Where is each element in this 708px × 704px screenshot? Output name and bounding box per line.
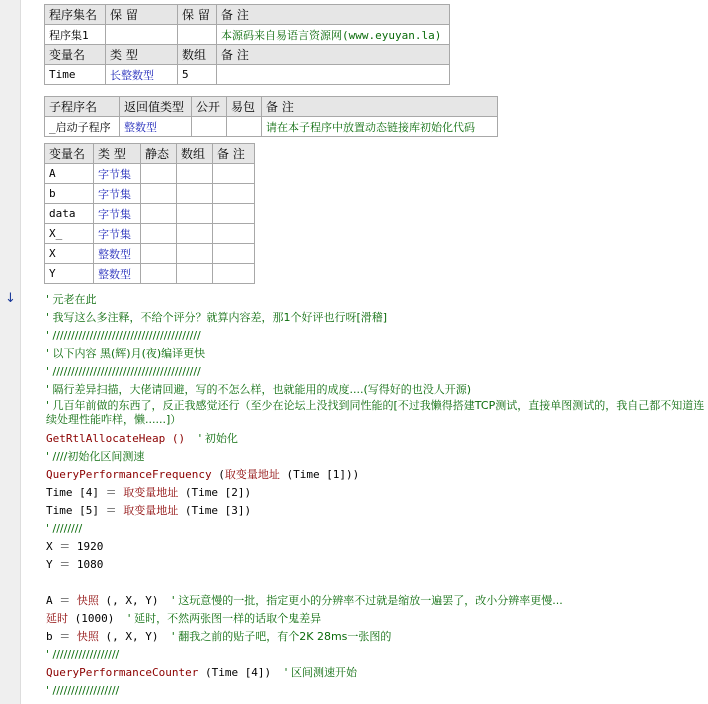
cell[interactable] [213,224,255,244]
assignment: Time [5] ＝ [46,504,117,517]
cell[interactable] [141,224,177,244]
subroutine-table [44,96,498,137]
cell[interactable] [177,184,213,204]
local-var-row[interactable] [45,264,255,284]
assembly-header-row [45,5,450,25]
local-var-table [44,143,255,284]
arguments: (Time [1])) [286,468,360,481]
var-type[interactable]: 整数型 [94,244,141,264]
comment: ' ////初始化区间测速 [46,450,145,463]
comment: ' 元老在此 [46,293,97,306]
assembly-table [44,4,450,85]
assembly-row[interactable] [45,25,450,45]
code-line[interactable] [46,399,706,430]
editor-gutter [0,0,21,704]
header-cell: 保 留 [178,5,217,25]
code-line[interactable] [46,430,706,448]
arguments: (, X, Y) [105,630,159,643]
header-cell: 备 注 [262,97,498,117]
cell[interactable] [213,264,255,284]
header-cell: 备 注 [213,144,255,164]
cell[interactable] [213,244,255,264]
header-cell: 数组 [177,144,213,164]
header-cell: 变量名 [45,144,94,164]
cell[interactable] [141,164,177,184]
cell[interactable] [141,204,177,224]
comment: ' //////// [46,522,83,535]
code-line[interactable] [46,682,706,700]
dll-call: QueryPerformanceFrequency [46,468,212,481]
code-line[interactable] [46,556,706,574]
code-line[interactable] [46,309,706,327]
dll-call: QueryPerformanceCounter [46,666,199,679]
header-cell: 备 注 [217,45,450,65]
local-var-row[interactable] [45,224,255,244]
assembly-remark[interactable]: 本源码来自易语言资源网(www.eyuyan.la) [217,25,450,45]
var-name[interactable]: X_ [45,224,94,244]
code-line[interactable] [46,538,706,556]
comment: ' 翻我之前的贴子吧，有个2K 28ms一张图的 [171,630,392,643]
code-line[interactable] [46,345,706,363]
cell[interactable] [213,184,255,204]
code-line[interactable] [46,363,706,381]
code-editor[interactable] [46,291,706,700]
comment: ' 这玩意慢的一批，指定更小的分辨率不过就是缩放一遍罢了，改小分辨率更慢... [171,594,563,607]
code-line[interactable] [46,327,706,345]
var-type[interactable]: 字节集 [94,184,141,204]
comment: ' 延时，不然两张图一样的话取个鬼差异 [127,612,322,625]
arguments: (, X, Y) [105,594,159,607]
current-line-arrow-icon: ↓ [5,291,16,306]
local-var-header-row [45,144,255,164]
subroutine-remark[interactable]: 请在本子程序中放置动态链接库初始化代码 [262,117,498,137]
code-line[interactable] [46,610,706,628]
function-call: 取变量地址 [123,486,179,499]
var-remark[interactable] [217,65,450,85]
cell[interactable] [106,25,178,45]
comment: ' 几百年前做的东西了，反正我感觉还行（至少在论坛上没找到同性能的[不过我懒得搭建TCP测试，直接单图测试的，我自己都不知道连续处理性能咋样，懒......]） [46,399,705,426]
var-name[interactable]: Time [45,65,106,85]
header-cell: 程序集名 [45,5,106,25]
global-var-header-row [45,45,450,65]
cell[interactable] [141,184,177,204]
var-name[interactable]: X [45,244,94,264]
cell[interactable] [177,164,213,184]
var-name[interactable]: data [45,204,94,224]
local-var-row[interactable] [45,164,255,184]
subroutine-name[interactable]: _启动子程序 [45,117,120,137]
comment: ' 我写这么多注释，不给个评分？就算内容差，那1个好评也行呀[滑稽] [46,311,388,324]
comment: ' //////////////////////////////////////// [46,329,201,342]
var-name[interactable]: Y [45,264,94,284]
comment: ' 区间测速开始 [284,666,357,679]
code-line[interactable] [46,592,706,610]
easy-pack-flag[interactable] [227,117,262,137]
function-call: 快照 [76,630,99,643]
local-var-row[interactable] [45,184,255,204]
var-type[interactable]: 字节集 [94,224,141,244]
code-line[interactable] [46,466,706,484]
assignment: Time [4] ＝ [46,486,117,499]
cell[interactable] [178,25,217,45]
cell[interactable] [177,264,213,284]
subroutine-row[interactable] [45,117,498,137]
var-type[interactable]: 字节集 [94,164,141,184]
comment: ' 初始化 [198,432,238,445]
cell[interactable] [213,204,255,224]
code-line[interactable] [46,628,706,646]
global-var-row[interactable] [45,65,450,85]
code-line[interactable] [46,664,706,682]
header-cell: 公开 [192,97,227,117]
comment: ' 以下内容 黑(辉)月(夜)编译更快 [46,347,206,360]
code-line[interactable] [46,646,706,664]
local-var-row[interactable] [45,204,255,224]
local-var-row[interactable] [45,244,255,264]
function-call: 取变量地址 [224,468,280,481]
assembly-name[interactable]: 程序集1 [45,25,106,45]
arguments: (Time [2]) [184,486,252,499]
code-line[interactable] [46,520,706,538]
var-array[interactable]: 5 [178,65,217,85]
var-type[interactable]: 长整数型 [106,65,178,85]
public-flag[interactable] [192,117,227,137]
code-line[interactable] [46,484,706,502]
header-cell: 类 型 [94,144,141,164]
arguments: (1000) [74,612,115,625]
comment: ' ////////////////// [46,648,120,661]
cell[interactable] [177,204,213,224]
cell[interactable] [141,264,177,284]
header-cell: 静态 [141,144,177,164]
var-type[interactable]: 整数型 [94,264,141,284]
assignment: A ＝ [46,594,71,607]
code-line[interactable] [46,448,706,466]
cell[interactable] [213,164,255,184]
cell[interactable] [177,244,213,264]
code-line-empty[interactable] [46,574,706,592]
header-cell: 类 型 [106,45,178,65]
assignment: b ＝ [46,630,71,643]
comment: ' //////////////////////////////////////// [46,365,201,378]
function-call: 快照 [76,594,99,607]
header-cell: 子程序名 [45,97,120,117]
arguments: (Time [3]) [184,504,252,517]
var-type[interactable]: 字节集 [94,204,141,224]
comment: ' ////////////////// [46,684,120,697]
arguments: (Time [4]) [204,666,272,679]
header-cell: 数组 [178,45,217,65]
function-call: 延时 [46,612,68,625]
cell[interactable] [141,244,177,264]
comment: ' 隔行差异扫描，大佬请回避，写的不怎么样，也就能用的成度....(写得好的也没人开源) [46,383,472,396]
function-call: 取变量地址 [123,504,179,517]
subroutine-header-row [45,97,498,117]
header-cell: 备 注 [217,5,450,25]
code-line[interactable] [46,381,706,399]
header-cell: 返回值类型 [120,97,192,117]
cell[interactable] [177,224,213,244]
dll-call: GetRtlAllocateHeap () [46,432,186,445]
paren: ( [218,468,225,481]
code-line[interactable] [46,291,706,309]
assignment: Y ＝ 1080 [46,558,104,571]
assignment: X ＝ 1920 [46,540,104,553]
header-cell: 易包 [227,97,262,117]
header-cell: 保 留 [106,5,178,25]
var-name[interactable]: A [45,164,94,184]
return-type[interactable]: 整数型 [120,117,192,137]
var-name[interactable]: b [45,184,94,204]
header-cell: 变量名 [45,45,106,65]
code-line[interactable] [46,502,706,520]
